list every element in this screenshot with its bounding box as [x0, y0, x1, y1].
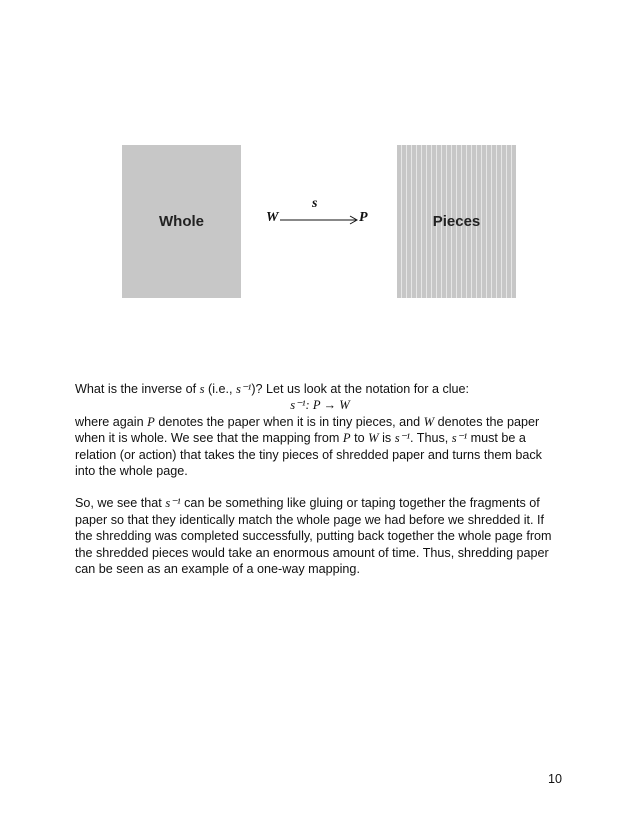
text-run: to	[350, 431, 369, 446]
math-s-inverse: s⁻¹	[394, 431, 411, 446]
text-run: So, we see that	[75, 496, 166, 511]
inverse-formula: s⁻¹: P → W	[290, 398, 350, 413]
math-s: s	[199, 382, 205, 396]
text-run: can be something like gluing or taping together the fragments of paper so that they identically match the whole page we had before we shredded it. If the shredding was completed successfully, putting back together the whole page from the shredded pieces would take an enormous amount of time. Thus, shredding paper can be seen as an example of a one-way mapping.	[75, 496, 552, 577]
text-run: is	[378, 431, 395, 446]
text-run: )? Let us look at the notation for a clue:	[251, 382, 470, 396]
math-p: P	[342, 431, 351, 446]
math-w: W	[368, 431, 379, 446]
paragraph-question	[75, 381, 565, 397]
paragraph-explanation	[75, 414, 565, 480]
mapping-source: W	[266, 210, 279, 225]
whole-label: Whole	[159, 213, 204, 230]
mapping-arrow-group	[262, 196, 374, 236]
text-run: . Thus,	[410, 431, 452, 446]
math-w: W	[423, 414, 435, 429]
text-run: must be a relation (or action) that takes the tiny pieces of shredded paper and turns them back into the whole page.	[75, 431, 542, 479]
text-run: (i.e.,	[204, 382, 236, 396]
right-arrow-icon	[280, 214, 360, 226]
math-s-inverse: s⁻¹	[165, 496, 181, 511]
text-run: What is the inverse of	[75, 382, 200, 396]
math-s-inverse: s⁻¹	[236, 382, 252, 396]
mapping-target: P	[359, 210, 368, 225]
body-text	[75, 381, 565, 577]
paragraph-conclusion	[75, 495, 565, 577]
whole-paper-box	[122, 145, 241, 298]
shredded-paper-box	[397, 145, 516, 298]
shredding-figure	[0, 0, 638, 330]
math-s-inverse: s⁻¹	[451, 431, 468, 446]
text-run: denotes the paper when it is whole. We see that the mapping from	[75, 414, 540, 446]
mapping-name: s	[312, 196, 318, 211]
text-run: denotes the paper when it is in tiny pieces, and	[154, 414, 424, 429]
pieces-label: Pieces	[432, 213, 481, 230]
page-number: 10	[548, 772, 563, 786]
paragraph-gap	[75, 479, 565, 495]
math-p: P	[147, 414, 155, 429]
text-run: where again	[75, 414, 148, 429]
